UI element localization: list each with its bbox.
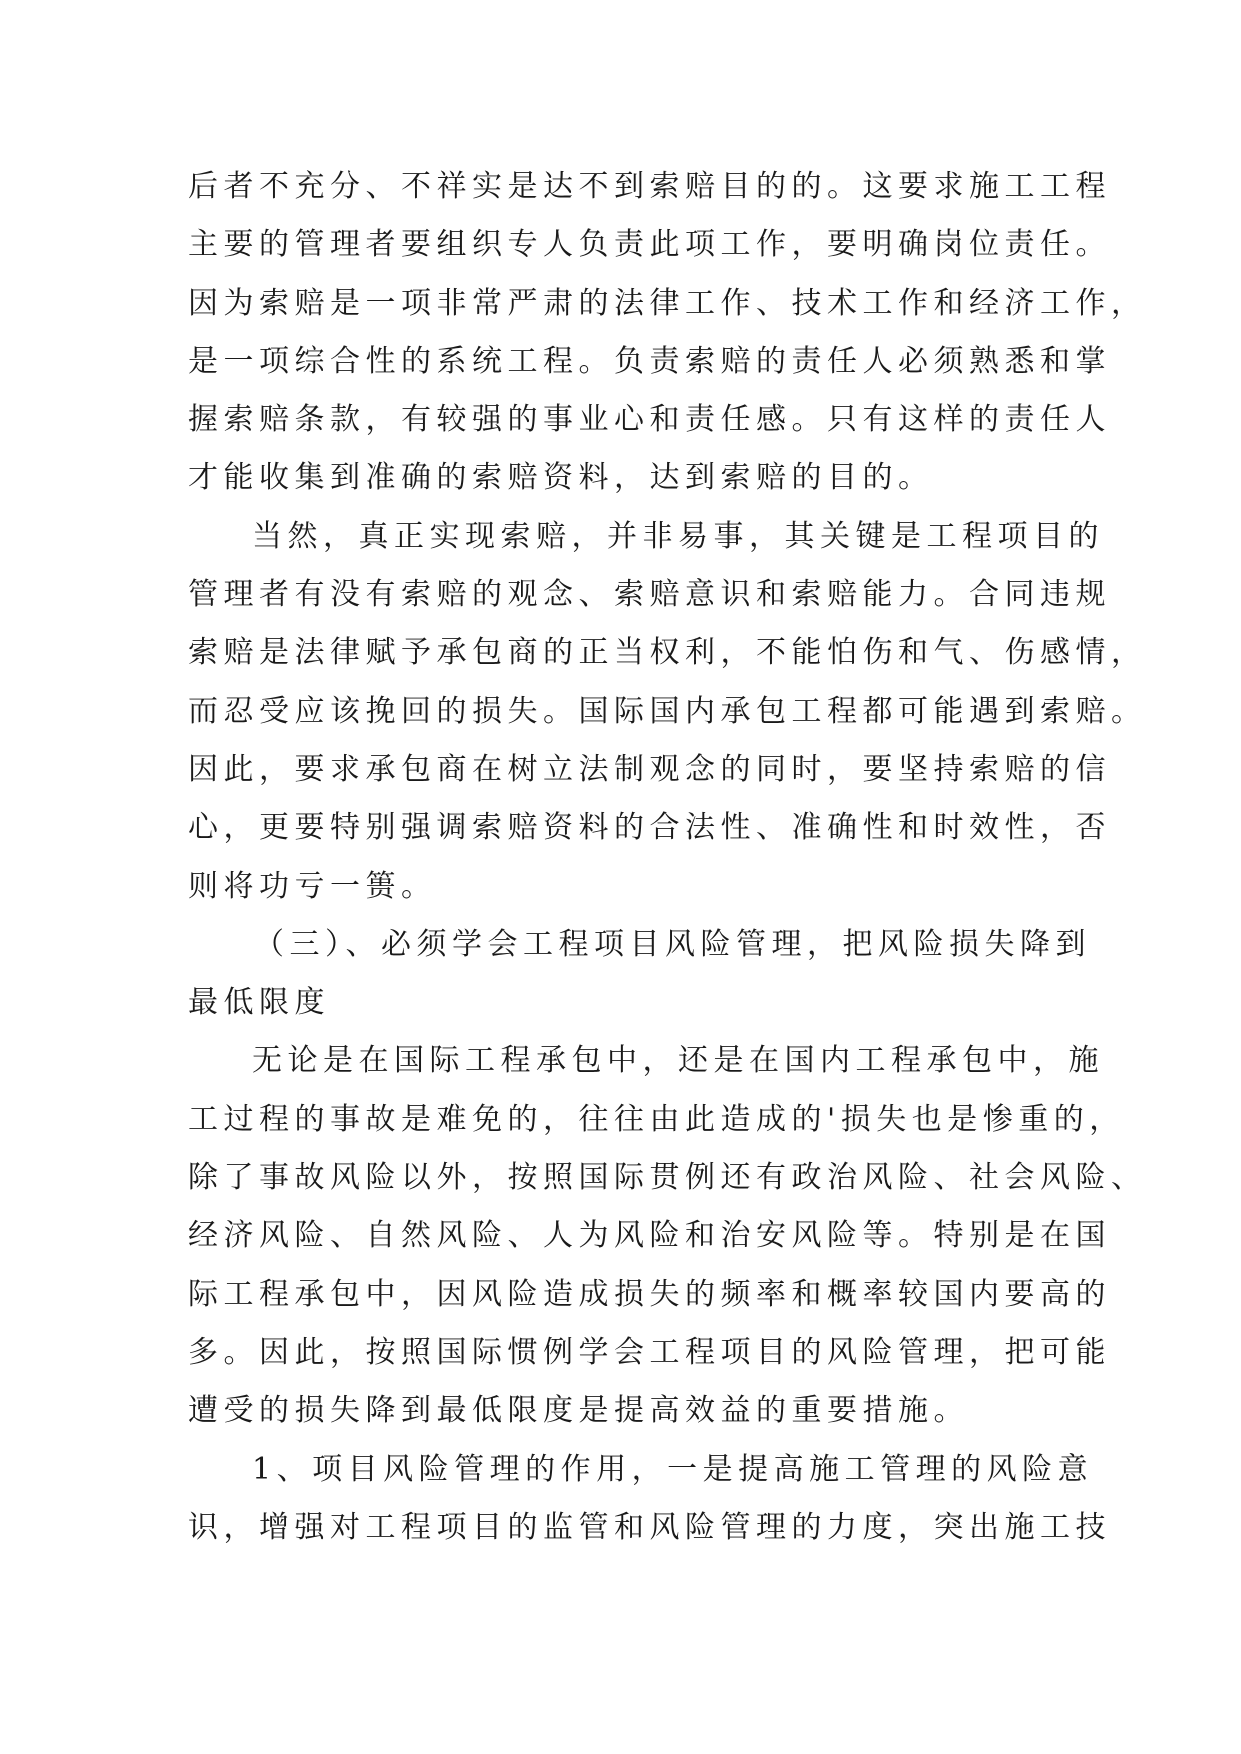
heading-line: （三）、必须学会工程项目风险管理，把风险损失降到 [254,926,1091,962]
text-line: 因此，要求承包商在树立法制观念的同时，要坚持索赔的信 [188,751,1111,787]
paragraph-risk-types [188,1032,1147,1440]
text-line: 遭受的损失降到最低限度是提高效益的重要措施。 [188,1393,969,1429]
paragraph-risk-role [188,1441,1111,1558]
heading-line: 最低限度 [188,985,330,1021]
paragraph-claim-difficulty [188,508,1147,916]
text-line: 际工程承包中，因风险造成损失的频率和概率较国内要高的 [188,1276,1111,1312]
text-line: 除了事故风险以外，按照国际贯例还有政治风险、社会风险、 [188,1160,1147,1196]
text-line: 管理者有没有索赔的观念、索赔意识和索赔能力。合同违规 [188,577,1111,613]
section-heading-risk-management [188,916,1091,1033]
text-line: 工过程的事故是难免的，往往由此造成的'损失也是惨重的， [188,1101,1125,1137]
document-body [188,158,1147,1557]
text-line: 而忍受应该挽回的损失。国际国内承包工程都可能遇到索赔。 [188,693,1147,729]
text-line: 因为索赔是一项非常严肃的法律工作、技术工作和经济工作， [188,285,1147,321]
text-line: 心，更要特别强调索赔资料的合法性、准确性和时效性，否 [188,810,1111,846]
text-line: 多。因此，按照国际惯例学会工程项目的风险管理，把可能 [188,1334,1111,1370]
text-line: 握索赔条款，有较强的事业心和责任感。只有这样的责任人 [188,402,1111,438]
text-line: 才能收集到准确的索赔资料，达到索赔的目的。 [188,460,934,496]
text-line: 1、项目风险管理的作用，一是提高施工管理的风险意 [252,1451,1094,1487]
paragraph-claim-personnel [188,158,1147,508]
text-line: 是一项综合性的系统工程。负责索赔的责任人必须熟悉和掌 [188,343,1111,379]
text-line: 后者不充分、不祥实是达不到索赔目的的。这要求施工工程 [188,169,1111,204]
text-line: 识，增强对工程项目的监管和风险管理的力度，突出施工技 [188,1509,1111,1545]
text-line: 索赔是法律赋予承包商的正当权利，不能怕伤和气、伤感情， [188,635,1147,671]
text-line: 主要的管理者要组织专人负责此项工作，要明确岗位责任。 [188,227,1111,263]
text-line: 无论是在国际工程承包中，还是在国内工程承包中，施 [252,1043,1104,1079]
text-line: 当然，真正实现索赔，并非易事，其关键是工程项目的 [252,518,1104,554]
text-line: 经济风险、自然风险、人为风险和治安风险等。特别是在国 [188,1218,1111,1254]
text-line: 则将功亏一篑。 [188,868,437,904]
